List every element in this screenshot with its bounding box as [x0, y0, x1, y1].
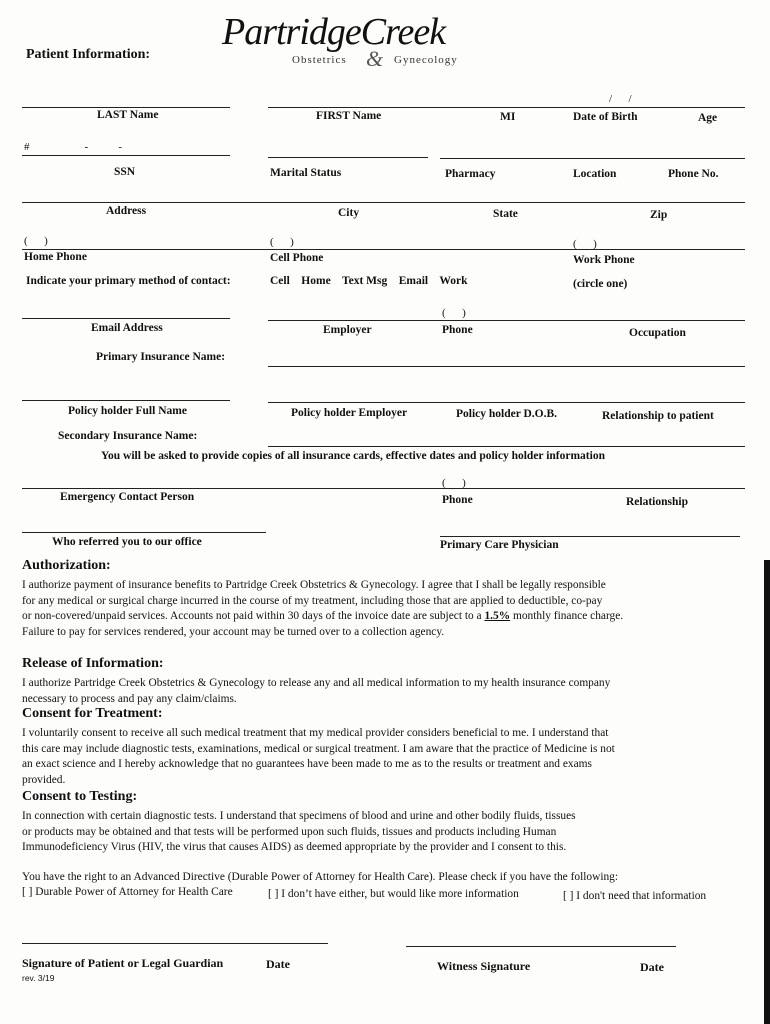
employer-phone-label: Phone: [442, 324, 473, 336]
secondary-insurance-label: Secondary Insurance Name:: [58, 430, 198, 442]
home-phone-paren: ( ): [24, 235, 48, 247]
work-phone-paren: ( ): [573, 238, 597, 250]
witness-date-label: Date: [640, 960, 664, 974]
consent-treatment-line: provided.: [22, 773, 66, 786]
relationship-patient-label: Relationship to patient: [602, 410, 714, 422]
consent-testing-line: Immunodeficiency Virus (HIV, the virus that causes AIDS) as deemed appropriate by the provider and I consent to this.: [22, 841, 567, 853]
emergency-person-label: Emergency Contact Person: [60, 491, 195, 503]
authorization-line: I authorize payment of insurance benefits to Partridge Creek Obstetrics & Gynecology. I agree that I shall be legally responsible: [22, 579, 606, 591]
logo-gynecology: Gynecology: [394, 54, 458, 66]
cell-phone-label: Cell Phone: [270, 252, 324, 264]
scan-edge-bar: [764, 560, 770, 1024]
occupation-label: Occupation: [629, 327, 686, 339]
consent-treatment-text: [22, 726, 722, 788]
finance-rate: 1.5%: [484, 610, 511, 622]
last-name-label: LAST Name: [97, 109, 159, 121]
primary-insurance-field[interactable]: [268, 366, 745, 367]
emergency-contact-field[interactable]: [22, 488, 745, 489]
pcp-field[interactable]: [440, 536, 740, 537]
secondary-insurance-field[interactable]: [268, 446, 745, 447]
holder-dob-label: Policy holder D.O.B.: [456, 408, 558, 420]
insurance-note: You will be asked to provide copies of all insurance cards, effective dates and policy holder information: [101, 450, 605, 462]
release-line: I authorize Partridge Creek Obstetrics & Gynecology to release any and all medical information to my health insurance company: [22, 677, 611, 689]
consent-treatment-line: an exact science and I hereby acknowledge that no guarantees have been made to me as to the results or treatment and exams: [22, 758, 592, 770]
last-name-field[interactable]: [22, 107, 230, 108]
authorization-text: [22, 578, 722, 640]
marital-label: Marital Status: [270, 167, 342, 179]
city-label: City: [338, 207, 360, 219]
revision-label: rev. 3/19: [22, 973, 55, 983]
home-phone-label: Home Phone: [24, 251, 87, 263]
phone-row-field[interactable]: [22, 249, 745, 250]
pharmacy-field[interactable]: [440, 158, 745, 159]
cell-phone-paren: ( ): [270, 236, 294, 248]
release-text: [22, 676, 722, 707]
address-label: Address: [106, 205, 147, 217]
policy-holder-field[interactable]: [22, 400, 230, 401]
logo-wordmark: PartridgeCreek: [222, 11, 446, 53]
ssn-label: SSN: [114, 166, 136, 178]
consent-treatment-line: this care may include diagnostic tests, examinations, medical or surgical treatment. I am aware that the practice of Medicine is not: [22, 742, 615, 755]
mi-label: MI: [500, 111, 516, 123]
authorization-line: or non-covered/unpaid services. Accounts not paid within 30 days of the invoice date are subject to a 1.5% monthly finance charge.: [22, 610, 624, 622]
employer-label: Employer: [323, 324, 372, 336]
state-label: State: [493, 208, 518, 220]
dob-slashes: / /: [609, 93, 632, 105]
page-title: Patient Information:: [26, 47, 151, 62]
patient-signature-label: Signature of Patient or Legal Guardian: [22, 956, 224, 970]
work-phone-label: Work Phone: [573, 254, 635, 266]
location-label: Location: [573, 168, 617, 180]
zip-label: Zip: [650, 209, 668, 221]
referral-label: Who referred you to our office: [52, 536, 202, 548]
referral-field[interactable]: [22, 532, 266, 533]
email-field[interactable]: [22, 318, 230, 319]
release-heading: Release of Information:: [22, 656, 164, 671]
employer-field[interactable]: [268, 320, 745, 321]
consent-testing-heading: Consent to Testing:: [22, 789, 138, 804]
pharmacy-label: Pharmacy: [445, 168, 496, 180]
logo-obstetrics: Obstetrics: [292, 54, 347, 66]
ssn-prefix: # - -: [24, 141, 123, 153]
authorization-line: Failure to pay for services rendered, your account may be turned over to a collection agency.: [22, 625, 445, 638]
consent-testing-line: In connection with certain diagnostic tests. I understand that specimens of blood and urine and other bodily fluids, tissues: [22, 810, 576, 822]
holder-name-label: Policy holder Full Name: [68, 405, 187, 417]
witness-signature-label: Witness Signature: [437, 959, 531, 973]
employer-phone-paren: ( ): [442, 307, 466, 319]
authorization-heading: Authorization:: [22, 558, 111, 573]
emergency-phone-label: Phone: [442, 494, 473, 506]
contact-method-label: Indicate your primary method of contact:: [26, 275, 231, 287]
pcp-label: Primary Care Physician: [440, 539, 559, 551]
consent-treatment-line: I voluntarily consent to receive all such medical treatment that my medical provider considers beneficial to me. I understand that: [22, 727, 609, 739]
dob-label: Date of Birth: [573, 111, 638, 123]
release-line: necessary to process and pay any claim/claims.: [22, 692, 237, 705]
directive-intro: You have the right to an Advanced Directive (Durable Power of Attorney for Health Care). Please check if you have the following:: [22, 871, 619, 883]
emergency-phone-paren: ( ): [442, 477, 466, 489]
holder-employer-label: Policy holder Employer: [291, 407, 408, 419]
marital-field[interactable]: [268, 157, 428, 158]
first-name-field[interactable]: [268, 107, 745, 108]
policy-holder-detail-field[interactable]: [268, 402, 745, 403]
ssn-field[interactable]: [22, 155, 230, 156]
consent-testing-text: [22, 809, 722, 856]
witness-signature-field[interactable]: [406, 946, 676, 947]
emergency-relationship-label: Relationship: [626, 496, 688, 508]
address-field[interactable]: [22, 202, 745, 203]
logo-ampersand: &: [366, 46, 384, 71]
phone-no-label: Phone No.: [668, 168, 719, 180]
contact-method-options[interactable]: Cell Home Text Msg Email Work: [270, 275, 468, 287]
patient-date-label: Date: [266, 957, 290, 971]
first-name-label: FIRST Name: [316, 110, 382, 122]
consent-treatment-heading: Consent for Treatment:: [22, 706, 163, 721]
directive-option-poa[interactable]: [ ] Durable Power of Attorney for Health Care: [22, 886, 233, 898]
directive-option-none[interactable]: [ ] I don't need that information: [563, 890, 707, 902]
directive-option-info[interactable]: [ ] I don’t have either, but would like more information: [268, 888, 519, 900]
circle-one-note: (circle one): [573, 278, 628, 290]
email-label: Email Address: [91, 322, 163, 334]
consent-testing-line: or products may be obtained and that tests will be performed upon such fluids, tissues and products including Human: [22, 825, 557, 838]
authorization-line: for any medical or surgical charge incurred in the course of my treatment, including those that are applied to deductible, co-pay: [22, 594, 603, 607]
primary-insurance-label: Primary Insurance Name:: [96, 351, 226, 363]
patient-signature-field[interactable]: [22, 943, 328, 944]
age-label: Age: [698, 112, 718, 124]
